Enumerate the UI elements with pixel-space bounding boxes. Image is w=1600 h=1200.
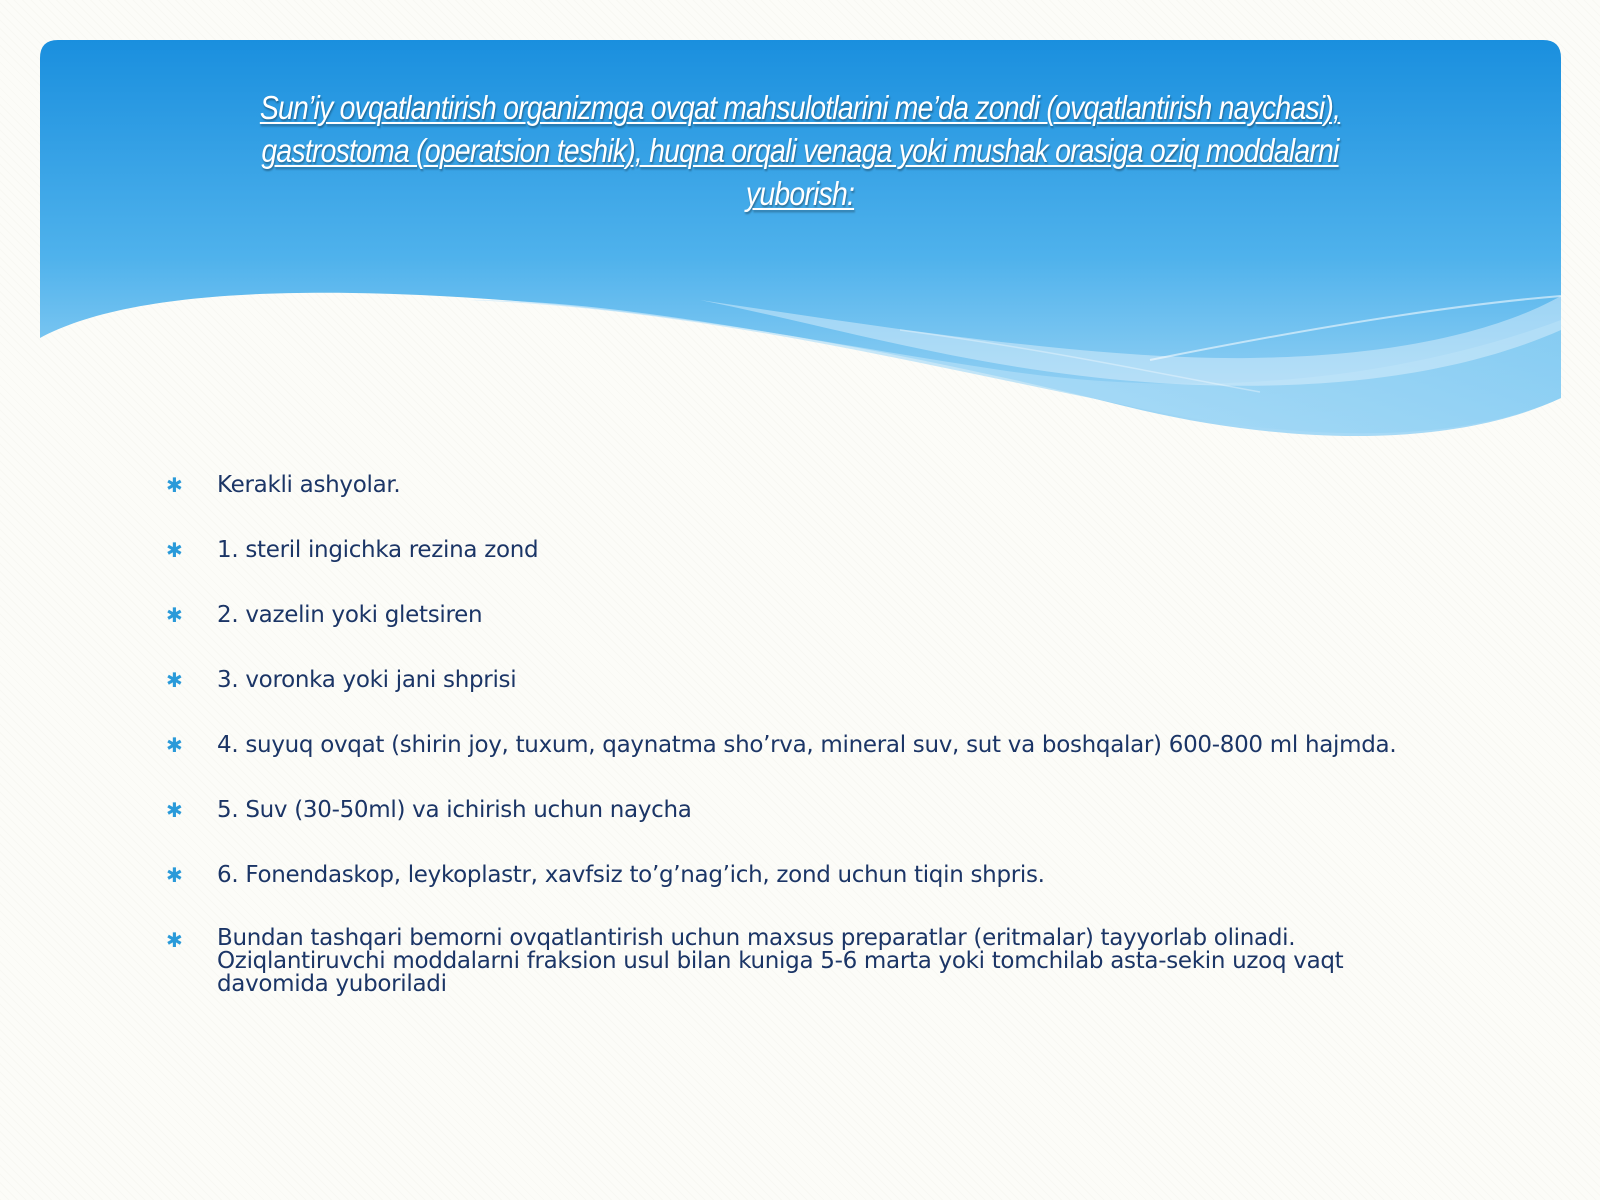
list-item — [166, 927, 1416, 996]
slide-title: Sun’iy ovqatlantirish organizmga ovqat mahsulotlarini me’da zondi (ovqatlantirish naychasi), gastrostoma (operatsion teshik), huqna orqali venaga yoki mushak orasiga oziq moddalarni yuborish: — [259, 89, 1341, 212]
asterisk-bullet-icon: ✱ — [166, 538, 183, 562]
asterisk-bullet-icon: ✱ — [166, 603, 183, 627]
list-item-text: Kerakli ashyolar. — [217, 472, 401, 498]
list-item-text: 6. Fonendaskop, leykoplastr, xavfsiz to’g’nag’ich, zond uchun tiqin shpris. — [217, 862, 1045, 888]
asterisk-bullet-icon: ✱ — [166, 668, 183, 692]
list-item — [166, 732, 1416, 758]
asterisk-bullet-icon: ✱ — [166, 733, 183, 757]
list-item-text: 3. voronka yoki jani shprisi — [217, 667, 517, 693]
asterisk-bullet-icon: ✱ — [166, 863, 183, 887]
list-item — [166, 862, 1416, 888]
list-item — [166, 797, 1416, 823]
asterisk-bullet-icon: ✱ — [166, 473, 183, 497]
list-item-text: 4. suyuq ovqat (shirin joy, tuxum, qaynatma sho’rva, mineral suv, sut va boshqalar) 600-800 ml hajmda. — [217, 732, 1397, 758]
list-item — [166, 472, 1416, 498]
list-item — [166, 602, 1416, 628]
list-item — [166, 537, 1416, 563]
list-item-text: 2. vazelin yoki gletsiren — [217, 602, 483, 628]
list-item-text: 1. steril ingichka rezina zond — [217, 537, 539, 563]
list-item-text: 5. Suv (30-50ml) va ichirish uchun naycha — [217, 797, 692, 823]
bullet-list — [166, 472, 1416, 1035]
header-wave-banner — [0, 0, 1600, 460]
asterisk-bullet-icon: ✱ — [166, 928, 183, 952]
list-item — [166, 667, 1416, 693]
list-item-text: Bundan tashqari bemorni ovqatlantirish uchun maxsus preparatlar (eritmalar) tayyorlab olinadi. Oziqlantiruvchi moddalarni fraksion usul bilan kuniga 5-6 marta yoki tomchilab asta-sekin uzoq vaqt davomida yuboriladi — [217, 925, 1344, 997]
asterisk-bullet-icon: ✱ — [166, 798, 183, 822]
